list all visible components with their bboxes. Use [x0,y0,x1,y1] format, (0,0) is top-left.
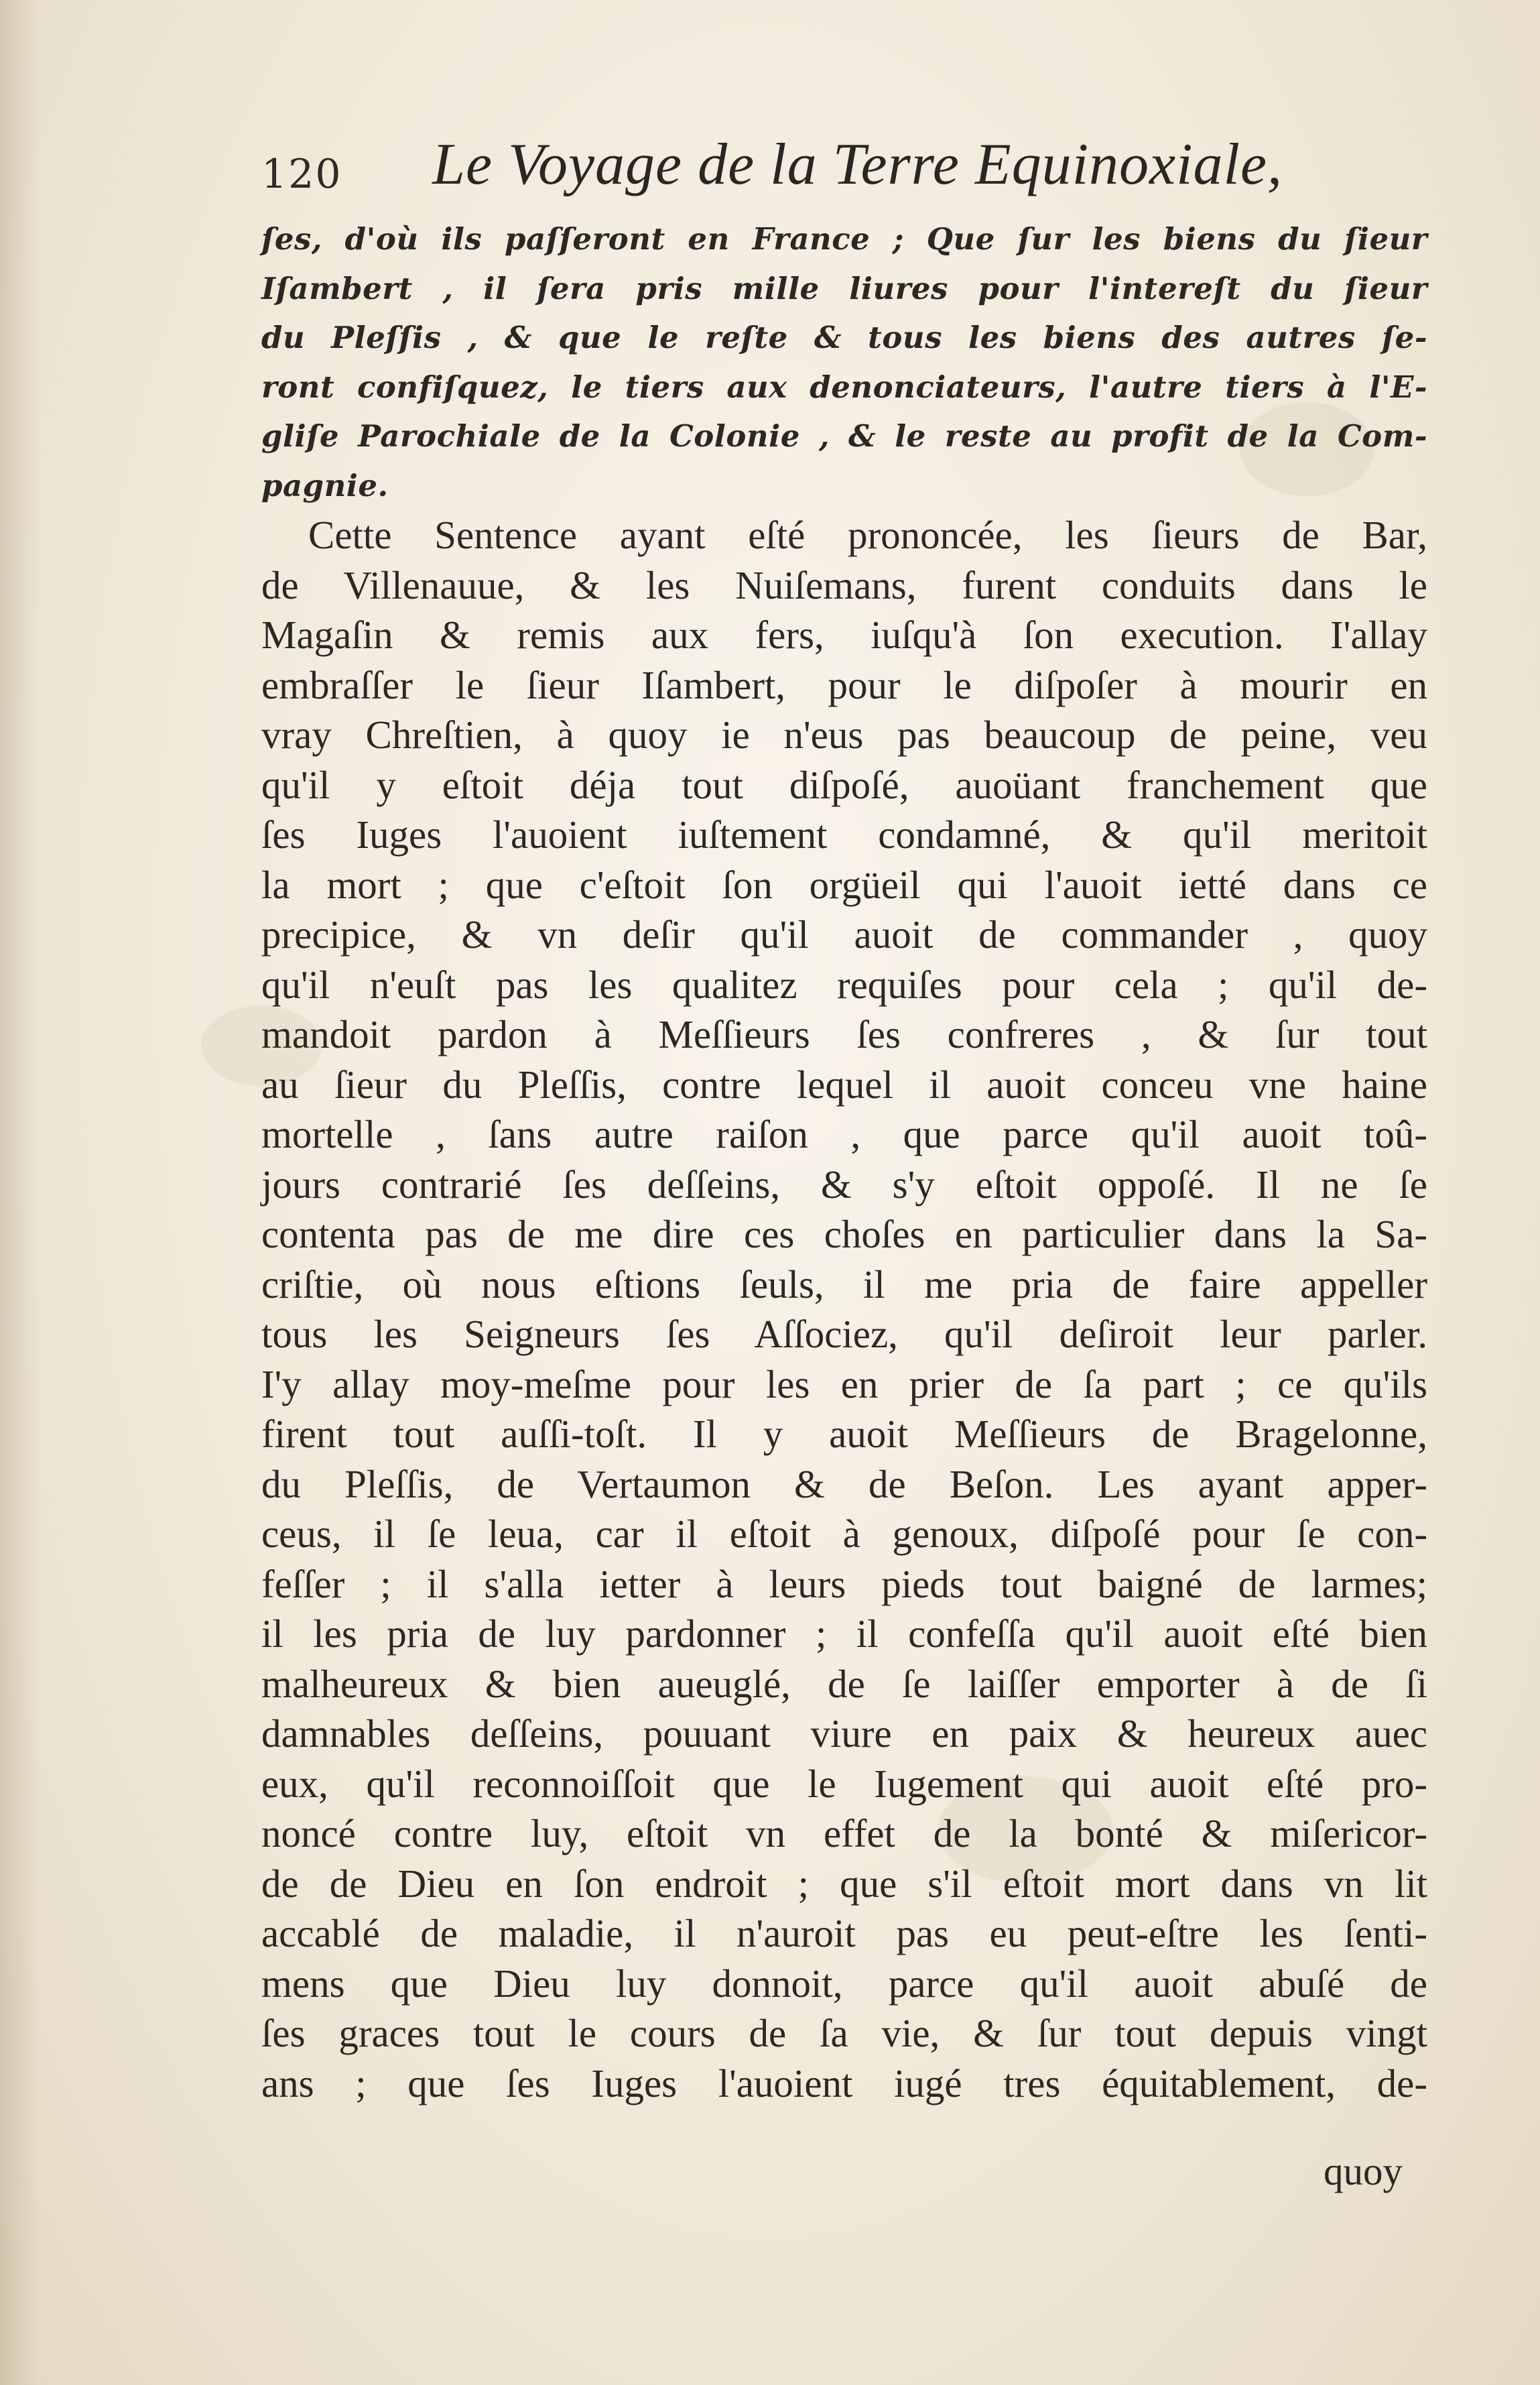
text-line: malheureux & bien aueuglé, de ſe laiſſer emporter à de ſi [261,1661,1427,1706]
main-paragraph [261,510,1427,2108]
italic-sentence-paragraph [261,215,1427,510]
text-line: vray Chreſtien, à quoy ie n'eus pas beaucoup de peine, veu [261,713,1427,757]
text-line: mortelle , ſans autre raiſon , que parce qu'il auoit toû- [261,1112,1427,1156]
text-line: tous les Seigneurs ſes Aſſociez, qu'il deſiroit leur parler. [261,1312,1427,1356]
text-line: mens que Dieu luy donnoit, parce qu'il auoit abuſé de [261,1961,1427,2006]
text-line: gliſe Parochiale de la Colonie , & le reste au profit de la Com- [261,418,1427,454]
text-line: ſes graces tout le cours de ſa vie, & ſur tout depuis vingt [261,2011,1427,2055]
text-line: mandoit pardon à Meſſieurs ſes confreres , & ſur tout [261,1012,1427,1056]
text-line: damnables deſſeins, pouuant viure en paix & heureux auec [261,1711,1427,1756]
text-line: embraſſer le ſieur Iſambert, pour le diſpoſer à mourir en [261,662,1427,707]
text-line: Magaſin & remis aux fers, iuſqu'à ſon execution. I'allay [261,613,1427,657]
text-line: ans ; que ſes Iuges l'auoient iugé tres équitablement, de- [261,2061,1427,2105]
text-line: Cette Sentence ayant eſté prononcée, les ſieurs de Bar, [308,513,1427,557]
text-line: pagnie. [261,467,389,503]
text-line: ſes Iuges l'auoient iuſtement condamné, & qu'il meritoit [261,812,1427,857]
catchword: quoy [1324,2149,1403,2193]
text-line: ceus, il ſe leua, car il eſtoit à genoux, diſpoſé pour ſe con- [261,1512,1427,1556]
text-line: de de Dieu en ſon endroit ; que s'il eſtoit mort dans vn lit [261,1861,1427,1906]
text-line: accablé de maladie, il n'auroit pas eu peut-eſtre les ſenti- [261,1911,1427,1955]
text-line: la mort ; que c'eſtoit ſon orgüeil qui l'auoit ietté dans ce [261,862,1427,907]
page-number: 120 [261,151,342,198]
text-line: jours contrarié ſes deſſeins, & s'y eſtoit oppoſé. Il ne ſe [261,1162,1427,1207]
text-line: eux, qu'il reconnoiſſoit que le Iugement qui auoit eſté pro- [261,1761,1427,1806]
text-line: feſſer ; il s'alla ietter à leurs pieds tout baigné de larmes; [261,1561,1427,1606]
text-line: Iſambert , il ſera pris mille liures pour l'intereſt du ſieur [261,270,1427,306]
text-line: criſtie, où nous eſtions ſeuls, il me pria de faire appeller [261,1262,1427,1306]
text-line: contenta pas de me dire ces choſes en particulier dans la Sa- [261,1212,1427,1256]
text-line: firent tout auſſi-toſt. Il y auoit Meſſieurs de Bragelonne, [261,1412,1427,1456]
text-line: ſes, d'où ils paſſeront en France ; Que ſur les biens du ſieur [261,221,1427,257]
text-line: du Pleſſis , & que le reſte & tous les biens des autres ſe- [261,320,1427,355]
text-line: du Pleſſis, de Vertaumon & de Beſon. Les ayant apper- [261,1461,1427,1506]
text-line: de Villenauue, & les Nuiſemans, furent conduits dans le [261,562,1427,607]
text-line: precipice, & vn deſir qu'il auoit de commander , quoy [261,912,1427,957]
text-line: il les pria de luy pardonner ; il confeſſa qu'il auoit eſté bien [261,1611,1427,1656]
text-line: noncé contre luy, eſtoit vn effet de la bonté & miſericor- [261,1811,1427,1855]
text-line: ront confiſquez, le tiers aux denonciateurs, l'autre tiers à l'E- [261,369,1427,405]
text-line: I'y allay moy-meſme pour les en prier de ſa part ; ce qu'ils [261,1361,1427,1406]
page-header [261,131,1434,204]
text-line: qu'il y eſtoit déja tout diſpoſé, auoüant franchement que [261,762,1427,807]
text-line: qu'il n'euſt pas les qualitez requiſes pour cela ; qu'il de- [261,962,1427,1007]
running-title: Le Voyage de la Terre Equinoxiale, [432,132,1283,197]
text-line: au ſieur du Pleſſis, contre lequel il auoit conceu vne haine [261,1062,1427,1107]
page-body [261,215,1427,2108]
page-edge-shadow [0,0,40,2385]
